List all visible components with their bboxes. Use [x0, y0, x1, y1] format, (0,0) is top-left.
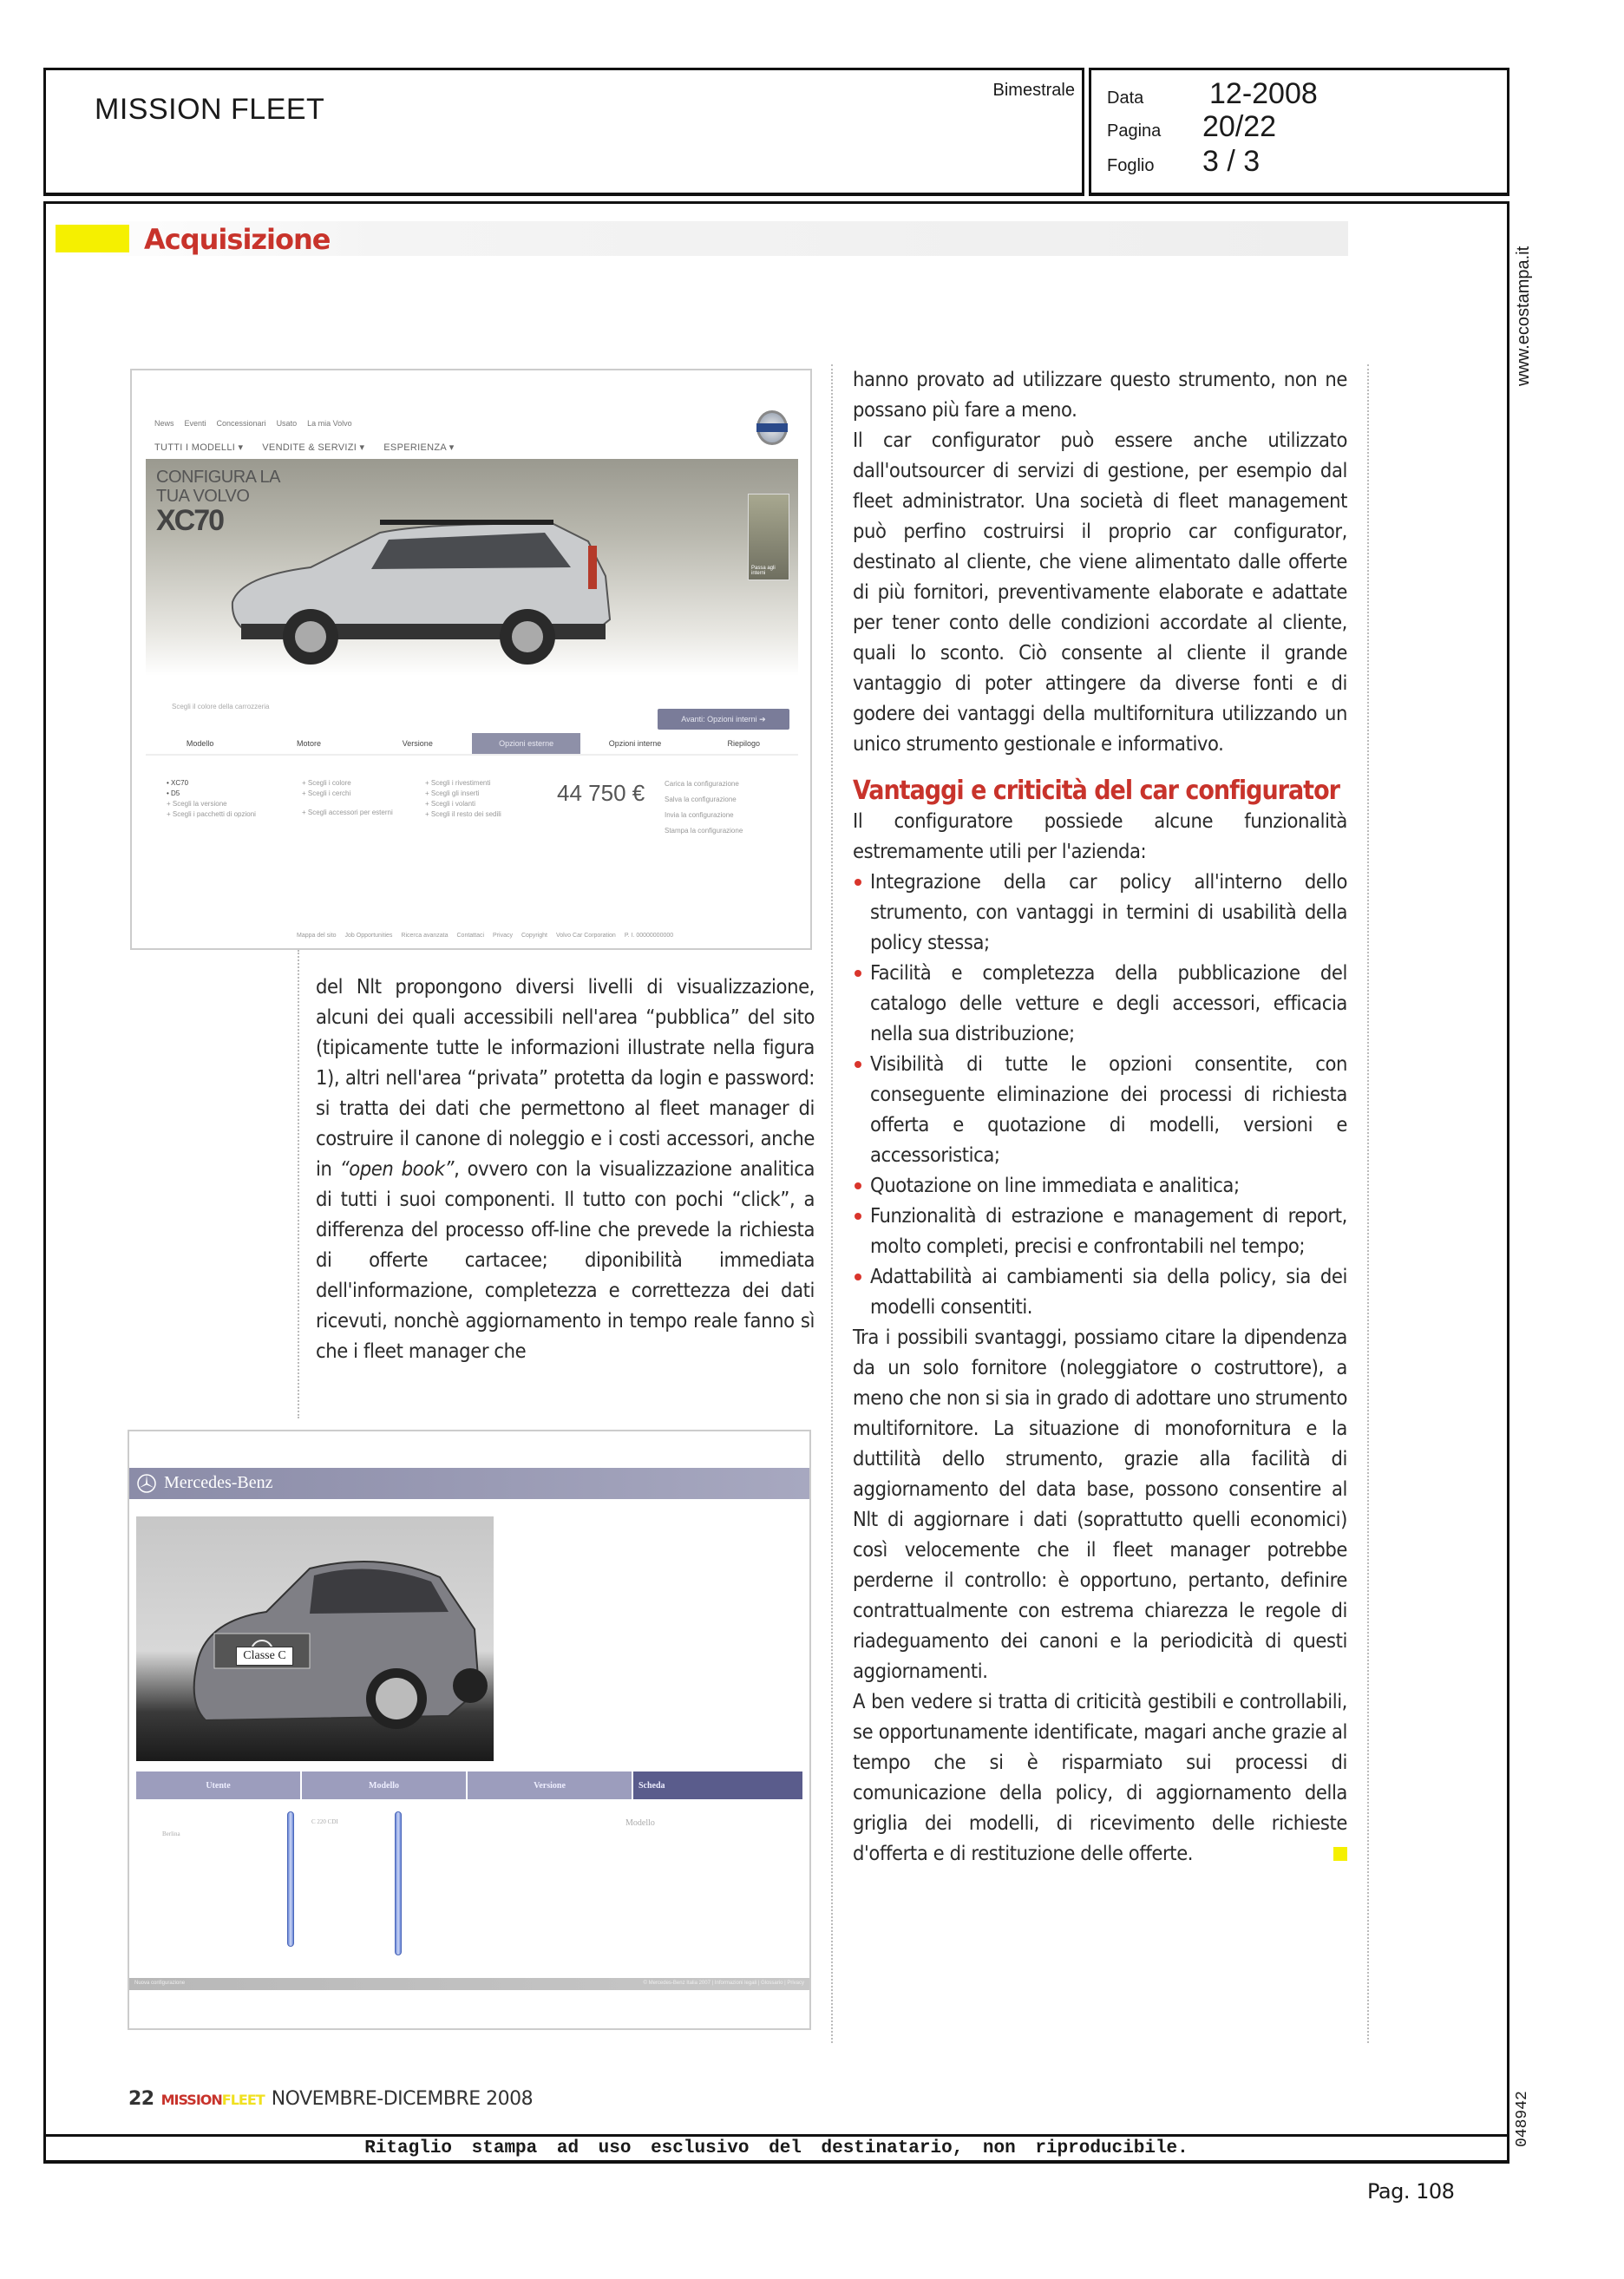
- end-of-article-mark: [1333, 1847, 1347, 1861]
- clipping-page-label: Pag. 108: [1367, 2179, 1455, 2204]
- article-final-text: A ben vedere si tratta di criticità gestibili e controllabili, se opportunamente identificate, magari anche grazie al tempo che si è risparmiato sui processi di comunicazione della policy, di aggiornamento della griglia dei modelli, di ricevimento delle richieste d'offerta e di restituzione delle offerte.: [853, 1689, 1347, 1865]
- magazine-page-number: 22: [128, 2088, 154, 2110]
- mercedes-scrollbar[interactable]: [395, 1811, 402, 1955]
- article-left-text-rest: , ovvero con la visualizzazione analitica di tutti i suoi componenti. Il tutto con pochi “click”, a differenza del processo off-line che prevede la richiesta di offerte cartacee; diponibilità immediata dell'informazione, completezza e correttezza dei dati ricevuti, nonchè aggiornamento in tempo reale fanno sì che i fleet manager che: [316, 1156, 815, 1363]
- disclaimer-box: [43, 2134, 1509, 2164]
- list-item: Visibilità di tutte le opzioni consentite, con conseguente eliminazione dei processi di richiesta offerta e quotazione di modelli, versioni e accessoristica;: [853, 1049, 1347, 1170]
- mercedes-tab-versione[interactable]: Versione: [468, 1771, 632, 1799]
- magazine-logo-mission: MISSION: [160, 2092, 222, 2108]
- volvo-car-image: [206, 507, 640, 671]
- mercedes-tabs: [136, 1771, 802, 1799]
- volvo-hero-model: XC70: [156, 504, 224, 537]
- volvo-footer-link: P. I. 00000000000: [624, 933, 674, 939]
- list-item: Facilità e completezza della pubblicazione del catalogo delle vetture e degli accessori, efficacia nella sua distribuzione;: [853, 958, 1347, 1049]
- meta-sheet: [1107, 145, 1260, 179]
- mercedes-car-image: [136, 1516, 494, 1761]
- article-paragraph: Il car configurator può essere anche utilizzato dall'outsourcer di servizi di gestione, per esempio dal fleet administrator. Una società di fleet management può perfino costruirsi il proprio car configurator, destinato al cliente, che viene alimentato dalle offerte di più fornitori, preventivamente elaborate e adattate per tener conto delle condizioni accordate al cliente, quali lo sconto. Ciò consente al cliente il grande vantaggio di poter attingere da diverse fonti e di godere dei vantaggi della multifornitura utilizzando un unico strumento gestionale e informativo.: [853, 428, 1347, 756]
- volvo-col-link[interactable]: + Scegli i colore: [302, 779, 351, 787]
- figure-mercedes-configurator: [128, 1430, 811, 2030]
- volvo-step-tabs: [146, 733, 798, 756]
- article-left-italic: “open book”: [339, 1156, 455, 1181]
- mercedes-legal-links[interactable]: © Mercedes-Benz Italia 2007 | Informazioni legali | Glossario | Privacy: [643, 1981, 804, 1986]
- side-url: [1514, 213, 1540, 386]
- article-left-text: del Nlt propongono diversi livelli di visualizzazione, alcuni dei quali accessibili nell'area “pubblica” del sito (tipicamente tutte le informazioni illustrate nella figura 1), altri nell'area “privata” protetta da login e password: si tratta dei dati che permettono al fleet manager di costruire il canone di noleggio e i costi accessori, anche in: [316, 974, 815, 1181]
- volvo-action-save[interactable]: Salva la configurazione: [665, 796, 737, 803]
- volvo-choose-color: Scegli il colore della carrozzeria: [172, 703, 270, 711]
- article-paragraph: Tra i possibili svantaggi, possiamo citare la dipendenza da un solo fornitore (noleggiatore o costruttore), a meno che non si sia in grado di adottare uno strumento multifornitore. La situazione di monofornitura e la duttilità dello strumento, grazie alla facilità di aggiornamento del data base, possono consentire al Nlt di aggiornare i dati (soprattutto quelli economici) così velocemente che il fleet manager potrebbe perderne il controllo: è opportuno, pertanto, definire contrattualmente con estrema chiarezza le regole di riadeguamento dei canoni e la periodicità di questi aggiornamenti.: [853, 1325, 1347, 1683]
- mercedes-scrollbar[interactable]: [287, 1811, 294, 1947]
- mercedes-model-label: C 220 CDI: [311, 1818, 338, 1825]
- volvo-action-load[interactable]: Carica la configurazione: [665, 780, 739, 788]
- volvo-col-link[interactable]: + Scegli la versione: [167, 800, 227, 808]
- section-header: [56, 221, 1348, 256]
- column-divider: [298, 950, 299, 1418]
- publication-frequency: Bimestrale: [992, 81, 1075, 100]
- volvo-col-link[interactable]: + Scegli accessori per esterni: [302, 809, 393, 816]
- volvo-footer-links: [297, 933, 673, 939]
- mercedes-tab-scheda[interactable]: Scheda: [633, 1771, 802, 1799]
- volvo-link[interactable]: Usato: [276, 419, 298, 428]
- meta-page: [1107, 110, 1276, 144]
- volvo-next-button[interactable]: Avanti: Opzioni interni ➔: [658, 709, 789, 730]
- meta-page-label: Pagina: [1107, 121, 1162, 141]
- article-paragraph: hanno provato ad utilizzare questo strumento, non ne possano più fare a meno.: [853, 367, 1347, 422]
- volvo-nav-item[interactable]: ESPERIENZA ▾: [383, 442, 455, 453]
- article-paragraph-final: [853, 1686, 1347, 1869]
- volvo-interior-thumbnail[interactable]: [748, 494, 789, 580]
- volvo-price: 44 750 €: [557, 780, 645, 806]
- volvo-tab-versione[interactable]: Versione: [402, 739, 433, 748]
- volvo-col-link[interactable]: + Scegli i rivestimenti: [425, 779, 491, 787]
- volvo-logo-icon: [756, 410, 788, 445]
- article-left-column: [316, 972, 815, 1366]
- article-right-column: [853, 364, 1347, 1869]
- volvo-footer-link[interactable]: Contattaci: [456, 933, 485, 939]
- magazine-logo-fleet: FLEET: [221, 2092, 265, 2108]
- volvo-col-link[interactable]: + Scegli i volanti: [425, 800, 476, 808]
- volvo-tab-opzioni-interne[interactable]: Opzioni interne: [608, 739, 662, 748]
- volvo-tab-riepilogo[interactable]: Riepilogo: [727, 739, 761, 748]
- volvo-footer-link[interactable]: Privacy: [493, 933, 513, 939]
- article-intro: Il configuratore possiede alcune funzionalità estremamente utili per l'azienda:: [853, 809, 1347, 863]
- volvo-link[interactable]: News: [154, 419, 174, 428]
- mercedes-tab-utente[interactable]: Utente: [136, 1771, 300, 1799]
- volvo-footer-link[interactable]: Ricerca avanzata: [401, 933, 449, 939]
- volvo-nav-item[interactable]: TUTTI I MODELLI ▾: [154, 442, 244, 453]
- side-code-text: 048942: [1514, 2091, 1531, 2147]
- section-title: Acquisizione: [144, 223, 331, 256]
- volvo-action-send[interactable]: Invia la configurazione: [665, 811, 734, 819]
- volvo-col-link[interactable]: + Scegli i pacchetti di opzioni: [167, 810, 256, 818]
- volvo-actions: [665, 776, 743, 839]
- mercedes-user-label: Berlina: [162, 1830, 180, 1837]
- volvo-col-link[interactable]: + Scegli gli inserti: [425, 789, 480, 797]
- mercedes-new-config-link[interactable]: Nuova configurazione: [134, 1981, 186, 1986]
- volvo-nav-item[interactable]: VENDITE & SERVIZI ▾: [262, 442, 365, 453]
- meta-sheet-label: Foglio: [1107, 156, 1155, 175]
- volvo-hero-line2: TUA VOLVO: [156, 487, 250, 506]
- volvo-thumb-label: Passa agli interni: [751, 566, 776, 576]
- column-divider: [831, 364, 833, 2043]
- volvo-footer-link[interactable]: Mappa del sito: [297, 933, 337, 939]
- figure-volvo-configurator: [130, 369, 812, 950]
- disclaimer-text: Ritaglio stampa ad uso esclusivo del destinatario, non riproducibile.: [364, 2138, 1189, 2158]
- mercedes-tab-modello[interactable]: Modello: [302, 1771, 466, 1799]
- volvo-col-model: [167, 778, 256, 820]
- advantages-list: [853, 867, 1347, 1322]
- volvo-col-link[interactable]: + Scegli il resto dei sedili: [425, 810, 501, 818]
- list-item: Funzionalità di estrazione e management di report, molto completi, precisi e confrontabili nel tempo;: [853, 1201, 1347, 1261]
- volvo-col-item: • XC70: [167, 779, 189, 787]
- mercedes-plate: Classe C: [236, 1647, 293, 1666]
- mercedes-brand: Mercedes-Benz: [164, 1473, 273, 1492]
- list-item: Quotazione on line immediata e analitica;: [853, 1170, 1347, 1201]
- list-item: Adattabilità ai cambiamenti sia della policy, sia dei modelli consentiti.: [853, 1261, 1347, 1322]
- side-code: [1514, 2078, 1540, 2147]
- volvo-col-link[interactable]: + Scegli i cerchi: [302, 789, 351, 797]
- header-publication-box: [43, 68, 1084, 196]
- meta-sheet-value: 3 / 3: [1202, 145, 1261, 178]
- mercedes-header: [129, 1468, 809, 1499]
- mercedes-star-icon: [136, 1473, 157, 1494]
- mercedes-footer: [129, 1978, 809, 1990]
- mercedes-car-drawing: [136, 1516, 494, 1761]
- volvo-footer-link[interactable]: Copyright: [521, 933, 547, 939]
- meta-date-value: 12-2008: [1209, 77, 1318, 110]
- column-divider: [1367, 364, 1369, 2043]
- magazine-issue: NOVEMBRE-DICEMBRE 2008: [271, 2088, 534, 2110]
- meta-date: [1107, 77, 1318, 111]
- mercedes-sheet-title: Modello: [625, 1818, 655, 1828]
- volvo-top-links: [154, 419, 352, 428]
- volvo-tab-motore[interactable]: Motore: [296, 739, 321, 748]
- section-swatch: [56, 225, 129, 252]
- volvo-main-nav: [154, 442, 455, 453]
- volvo-footer-link[interactable]: Job Opportunities: [344, 933, 393, 939]
- volvo-col-interior: [425, 778, 501, 820]
- volvo-col-item: • D5: [167, 789, 180, 797]
- magazine-footer: [128, 2088, 533, 2110]
- volvo-link[interactable]: Concessionari: [216, 419, 266, 428]
- volvo-hero: [146, 459, 798, 676]
- meta-date-label: Data: [1107, 88, 1144, 108]
- header-meta-box: [1089, 68, 1509, 196]
- volvo-tab-modello[interactable]: Modello: [186, 739, 214, 748]
- volvo-action-print[interactable]: Stampa la configurazione: [665, 827, 743, 835]
- side-url-text: www.ecostampa.it: [1514, 246, 1533, 386]
- meta-page-value: 20/22: [1202, 110, 1277, 143]
- list-item: Integrazione della car policy all'interno dello strumento, con vantaggi in termini di usabilità della policy stessa;: [853, 867, 1347, 958]
- volvo-hero-line1: CONFIGURA LA: [156, 468, 280, 487]
- volvo-col-colors: [302, 778, 393, 818]
- volvo-link[interactable]: Eventi: [184, 419, 206, 428]
- volvo-hero-heading: [156, 468, 280, 506]
- volvo-footer-link[interactable]: Volvo Car Corporation: [555, 933, 616, 939]
- volvo-link[interactable]: La mia Volvo: [307, 419, 352, 428]
- publication-title: MISSION FLEET: [95, 93, 325, 126]
- article-subheading: Vantaggi e criticità del car configurator: [853, 776, 1339, 806]
- volvo-tab-opzioni-esterne[interactable]: Opzioni esterne: [472, 733, 580, 754]
